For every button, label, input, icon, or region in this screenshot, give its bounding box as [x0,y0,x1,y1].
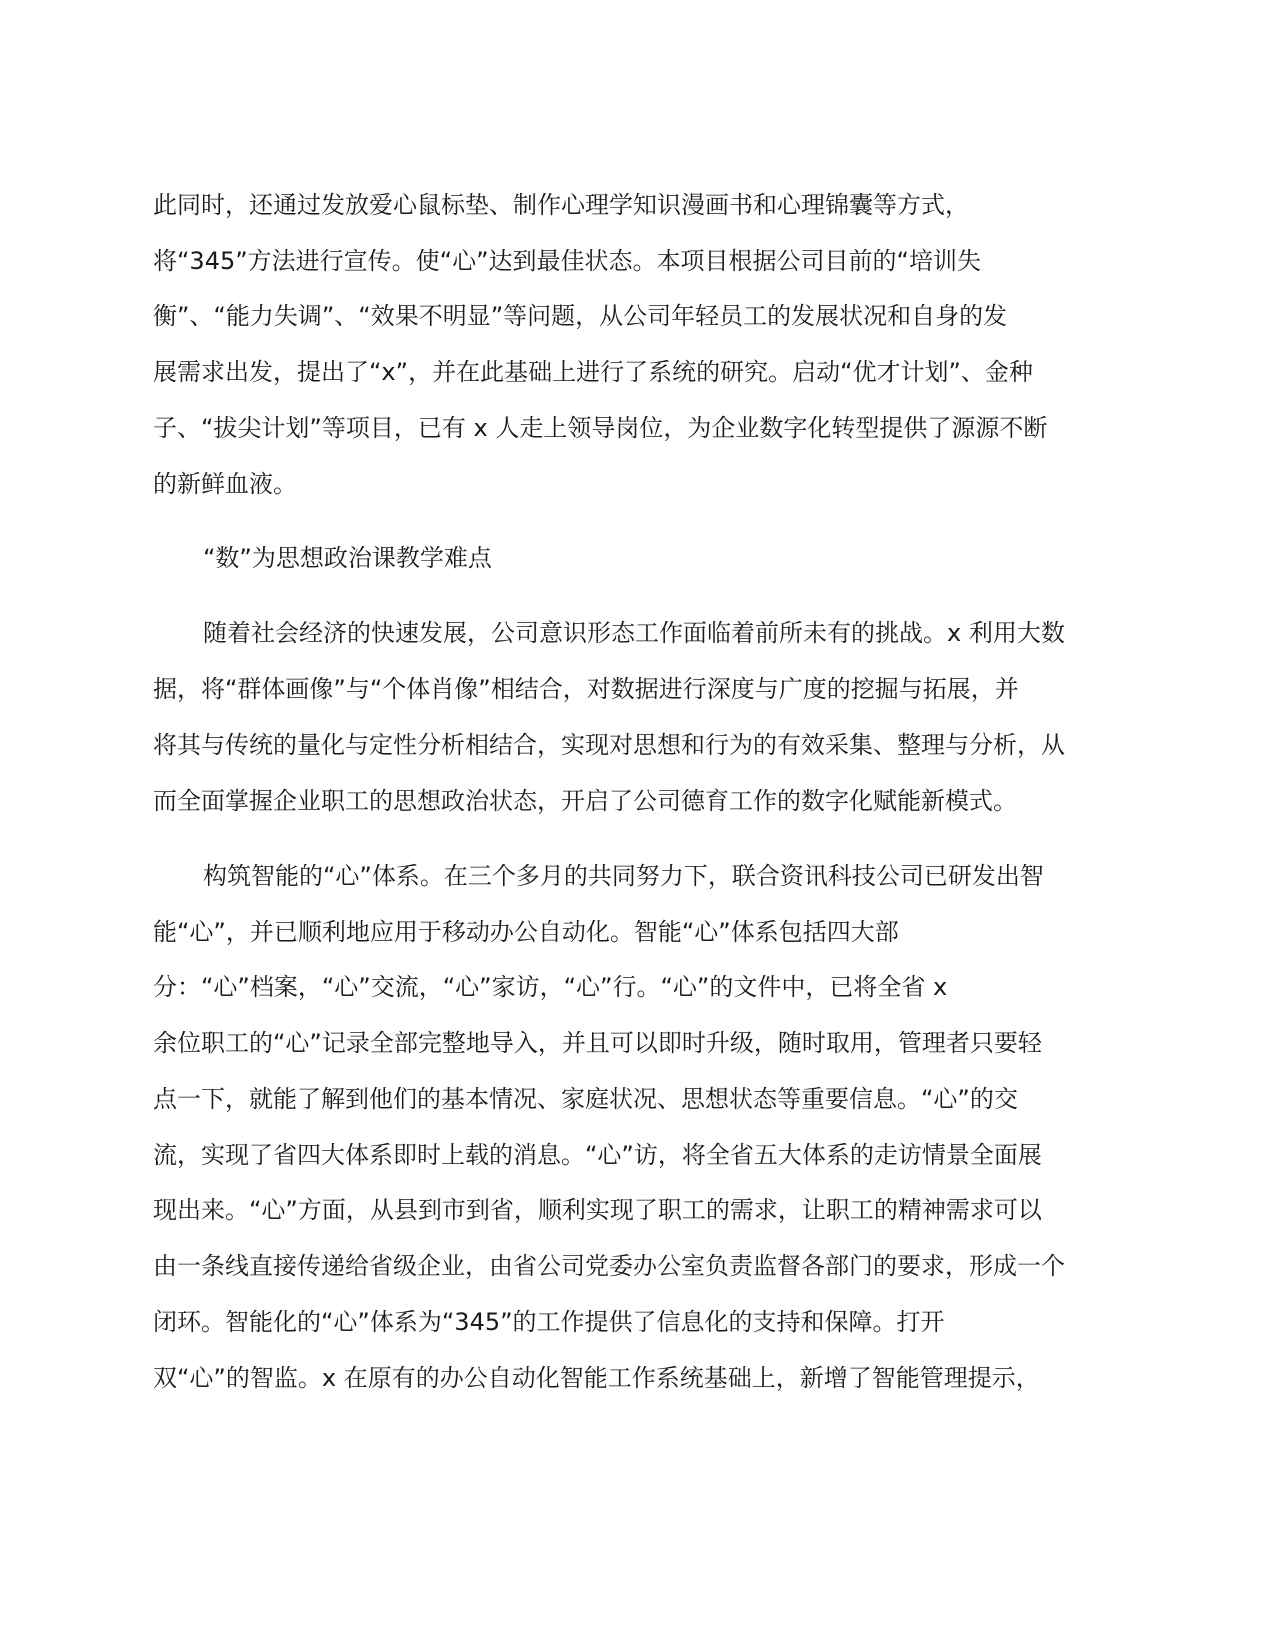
paragraph-3-line-10: 双“心”的智监。x 在原有的办公自动化智能工作系统基础上，新增了智能管理提示， [153,1364,1040,1392]
paragraph-3-line-8: 由一条线直接传递给省级企业，由省公司党委办公室负责监督各部门的要求，形成一个 [153,1252,1065,1280]
paragraph-3-line-7: 现出来。“心”方面，从县到市到省，顺利实现了职工的需求，让职工的精神需求可以 [153,1196,1042,1224]
paragraph-1-line-6: 的新鲜血液。 [153,470,297,498]
paragraph-2-line-4: 而全面掌握企业职工的思想政治状态，开启了公司德育工作的数字化赋能新模式。 [153,787,1017,815]
paragraph-2-line-1: 随着社会经济的快速发展，公司意识形态工作面临着前所未有的挑战。x 利用大数 [203,619,1065,647]
paragraph-2-line-2: 据，将“群体画像”与“个体肖像”相结合，对数据进行深度与广度的挖掘与拓展，并 [153,675,1019,703]
section-heading: “数”为思想政治课教学难点 [203,544,492,572]
paragraph-1-line-1: 此同时，还通过发放爱心鼠标垫、制作心理学知识漫画书和心理锦囊等方式， [153,191,969,219]
paragraph-2-line-3: 将其与传统的量化与定性分析相结合，实现对思想和行为的有效采集、整理与分析，从 [153,731,1065,759]
paragraph-3-line-5: 点一下，就能了解到他们的基本情况、家庭状况、思想状态等重要信息。“心”的交 [153,1085,1018,1113]
paragraph-3-line-1: 构筑智能的“心”体系。在三个多月的共同努力下，联合资讯科技公司已研发出智 [203,862,1044,890]
paragraph-1-line-4: 展需求出发，提出了“x”，并在此基础上进行了系统的研究。启动“优才计划”、金种 [153,358,1033,386]
paragraph-3-line-9: 闭环。智能化的“心”体系为“345”的工作提供了信息化的支持和保障。打开 [153,1308,945,1336]
paragraph-3-line-6: 流，实现了省四大体系即时上载的消息。“心”访，将全省五大体系的走访情景全面展 [153,1141,1042,1169]
paragraph-3-line-2: 能“心”，并已顺利地应用于移动办公自动化。智能“心”体系包括四大部 [153,918,899,946]
paragraph-1-line-2: 将“345”方法进行宣传。使“心”达到最佳状态。本项目根据公司目前的“培训失 [153,247,981,275]
paragraph-1-line-3: 衡”、“能力失调”、“效果不明显”等问题，从公司年轻员工的发展状况和自身的发 [153,302,1008,330]
paragraph-1-line-5: 子、“拔尖计划”等项目，已有 x 人走上领导岗位，为企业数字化转型提供了源源不断 [153,414,1048,442]
paragraph-3-line-3: 分：“心”档案，“心”交流，“心”家访，“心”行。“心”的文件中，已将全省 x [153,973,948,1001]
paragraph-3-line-4: 余位职工的“心”记录全部完整地导入，并且可以即时升级，随时取用，管理者只要轻 [153,1029,1042,1057]
